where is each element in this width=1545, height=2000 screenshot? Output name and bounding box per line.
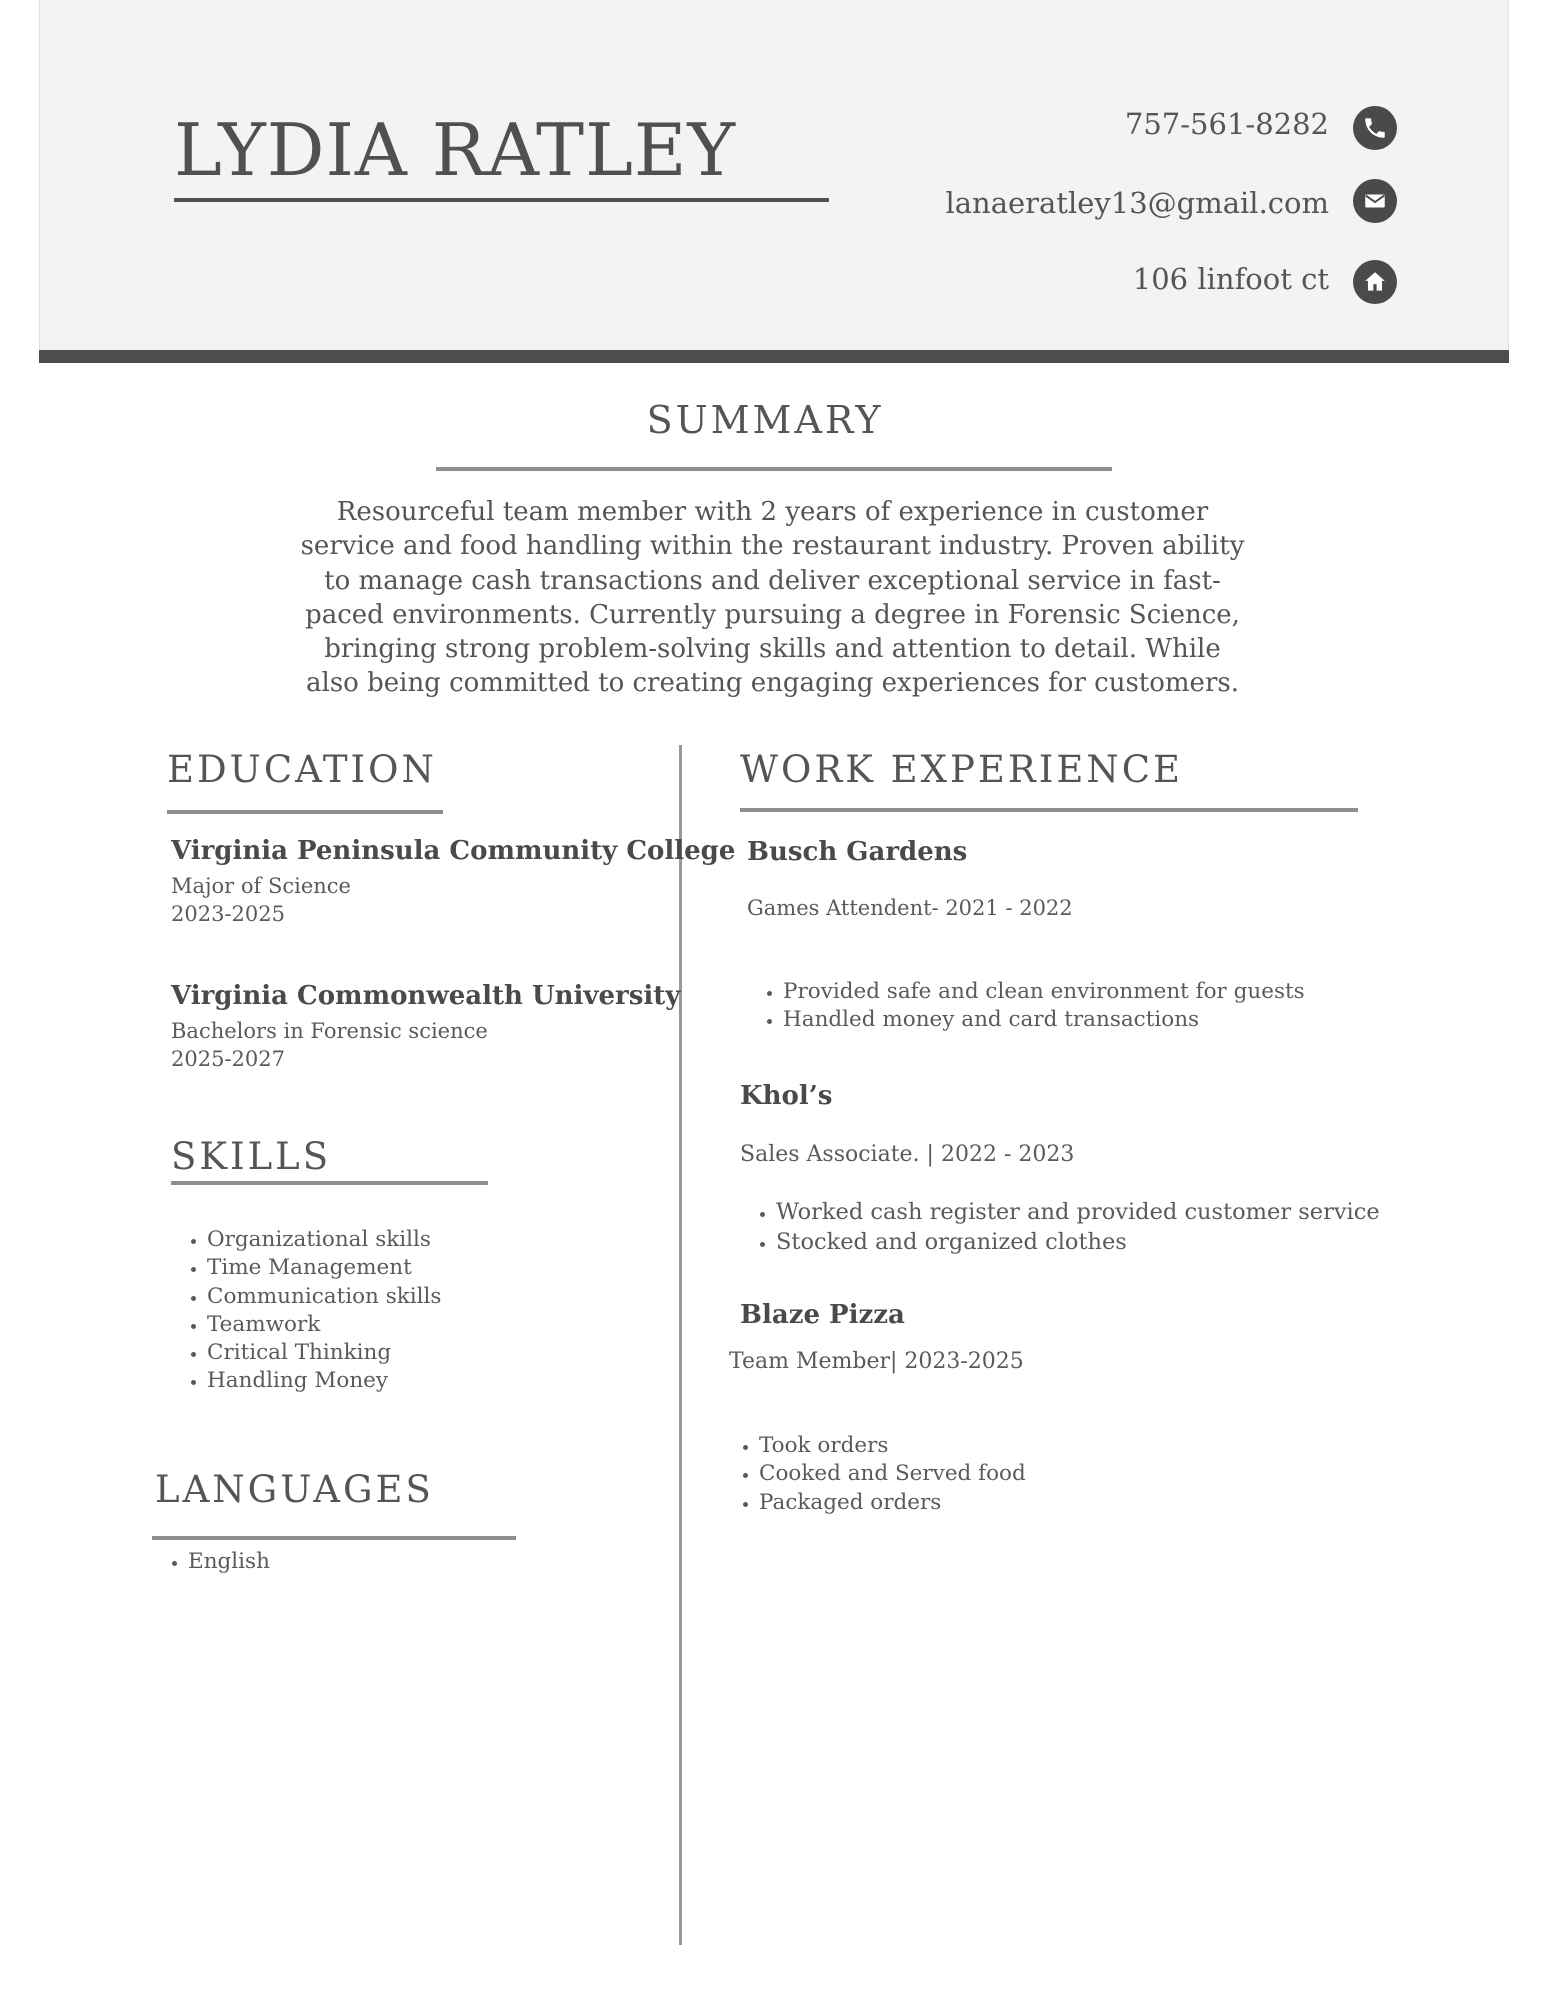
phone-icon [1353, 106, 1397, 150]
education-item [171, 836, 735, 928]
languages-rule [152, 1536, 516, 1540]
list-item: • Stocked and organized clothes [776, 1228, 1380, 1258]
degree: Bachelors in Forensic science [171, 1019, 488, 1043]
list-item: • Provided safe and clean environment for guests [783, 978, 1305, 1006]
school-name: Virginia Peninsula Community College [171, 836, 736, 866]
summary-heading: SUMMARY [646, 398, 884, 442]
summary-text: Resourceful team member with 2 years of experience in customer service and food handling within the restaurant industry. Proven ability to manage cash transactions and deliver exceptional service in fast-paced environments. Currently pursuing a degree in Forensic Science, bringing strong problem-solving skills and attention to detail. While also being committed to creating engaging experiences for customers. [300, 497, 1245, 699]
work-experience-heading: WORK EXPERIENCE [740, 748, 1184, 791]
list-item: • Took orders [759, 1432, 1026, 1460]
work-experience-rule [740, 808, 1358, 812]
header-bar [39, 350, 1509, 363]
list-item: • English [188, 1548, 270, 1576]
education-item [171, 981, 680, 1073]
skills-list [171, 1226, 441, 1396]
home-address: 106 linfoot ct [1132, 262, 1329, 296]
skills-heading: SKILLS [171, 1135, 332, 1178]
summary-rule [436, 467, 1112, 471]
job-role: Sales Associate. | 2022 - 2023 [740, 1142, 1075, 1167]
company-name: Busch Gardens [747, 837, 968, 867]
name-underline [174, 198, 829, 202]
company-name: Khol’s [740, 1081, 833, 1111]
job-role: Team Member| 2023-2025 [729, 1349, 1024, 1374]
home-icon [1353, 260, 1397, 304]
job-bullets [747, 978, 1305, 1035]
job-role: Games Attendent- 2021 - 2022 [747, 896, 1073, 920]
list-item: • Handled money and card transactions [783, 1006, 1305, 1034]
candidate-name: LYDIA RATLEY [174, 108, 736, 192]
job-bullets [723, 1432, 1026, 1517]
list-item: • Critical Thinking [207, 1339, 441, 1367]
school-name: Virginia Commonwealth University [171, 981, 681, 1011]
years: 2025-2027 [171, 1047, 285, 1071]
phone-number: 757-561-8282 [1124, 107, 1329, 141]
list-item: • Packaged orders [759, 1489, 1026, 1517]
list-item: • Time Management [207, 1254, 441, 1282]
languages-list [152, 1548, 270, 1576]
years: 2023-2025 [171, 902, 285, 926]
degree: Major of Science [171, 874, 351, 898]
list-item: • Cooked and Served food [759, 1460, 1026, 1488]
list-item: • Handling Money [207, 1367, 441, 1395]
mail-icon [1353, 179, 1397, 223]
languages-heading: LANGUAGES [155, 1468, 434, 1511]
education-rule [167, 810, 443, 814]
education-heading: EDUCATION [167, 748, 437, 791]
list-item: • Organizational skills [207, 1226, 441, 1254]
job-bullets [740, 1198, 1380, 1257]
list-item: • Teamwork [207, 1311, 441, 1339]
email-address: lanaeratley13@gmail.com [945, 186, 1329, 220]
skills-rule [171, 1181, 488, 1185]
list-item: • Worked cash register and provided customer service [776, 1198, 1380, 1228]
company-name: Blaze Pizza [740, 1300, 905, 1330]
list-item: • Communication skills [207, 1283, 441, 1311]
